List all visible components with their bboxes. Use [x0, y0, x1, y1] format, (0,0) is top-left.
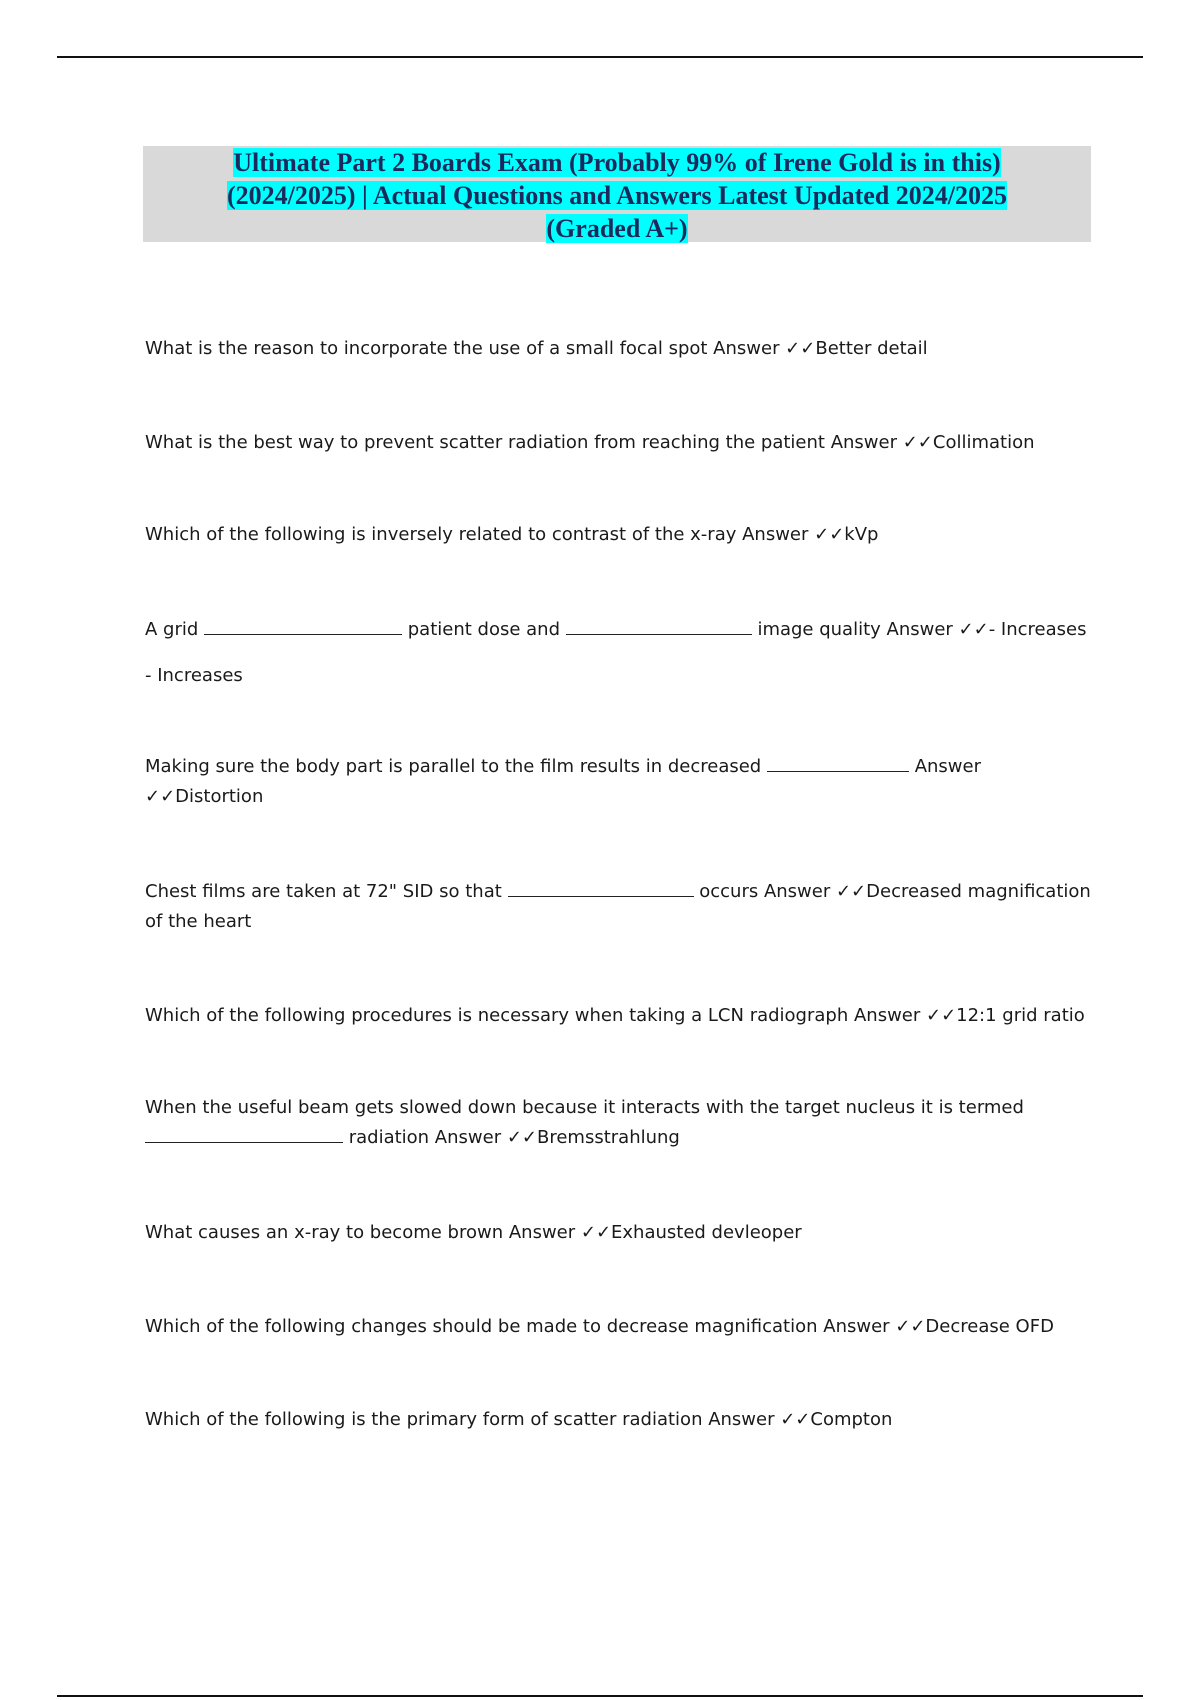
answer-blank — [204, 618, 402, 635]
qa-item-4 — [145, 615, 1095, 691]
title-line-2: (2024/2025) | Actual Questions and Answers Latest Updated 2024/2025 — [227, 181, 1007, 210]
answer-blank — [508, 880, 694, 897]
qa-item-11: Which of the following is the primary form of scatter radiation Answer ✓✓Compton — [145, 1409, 893, 1430]
bottom-rule — [57, 1695, 1143, 1697]
answer-blank — [566, 618, 752, 635]
qa-item-6-line-2: of the heart — [145, 911, 252, 932]
document-title-box — [143, 146, 1091, 242]
qa-item-6-line-1: Chest films are taken at 72" SID so that occurs Answer ✓✓Decreased magnification — [145, 881, 1091, 902]
qa-item-5-line-1: Making sure the body part is parallel to the film results in decreased Answer — [145, 756, 981, 777]
qa-item-9: What causes an x-ray to become brown Answer ✓✓Exhausted devleoper — [145, 1222, 802, 1243]
qa-item-10: Which of the following changes should be made to decrease magnification Answer ✓✓Decrease OFD — [145, 1316, 1054, 1337]
answer-blank — [767, 755, 909, 772]
title-line-3: (Graded A+) — [546, 214, 688, 243]
qa-item-1: What is the reason to incorporate the use of a small focal spot Answer ✓✓Better detail — [145, 338, 928, 359]
qa-item-4-line-2: - Increases — [145, 665, 243, 686]
qa-item-5 — [145, 752, 1095, 812]
qa-item-3: Which of the following is inversely related to contrast of the x-ray Answer ✓✓kVp — [145, 524, 879, 545]
answer-blank — [145, 1126, 343, 1143]
qa-item-8-line-2: radiation Answer ✓✓Bremsstrahlung — [145, 1123, 1095, 1153]
qa-item-8-line-1: When the useful beam gets slowed down because it interacts with the target nucleus it is termed — [145, 1097, 1024, 1118]
title-line-1: Ultimate Part 2 Boards Exam (Probably 99% of Irene Gold is in this) — [233, 148, 1001, 177]
qa-item-5-line-2: ✓✓Distortion — [145, 786, 264, 807]
qa-item-7: Which of the following procedures is necessary when taking a LCN radiograph Answer ✓✓12:1 grid ratio — [145, 1005, 1085, 1026]
top-rule — [57, 56, 1143, 58]
qa-item-6 — [145, 877, 1095, 937]
qa-item-2: What is the best way to prevent scatter radiation from reaching the patient Answer ✓✓Collimation — [145, 432, 1035, 453]
qa-item-8 — [145, 1093, 1095, 1153]
qa-item-4-line-1: A grid patient dose and image quality Answer ✓✓- Increases — [145, 619, 1087, 640]
